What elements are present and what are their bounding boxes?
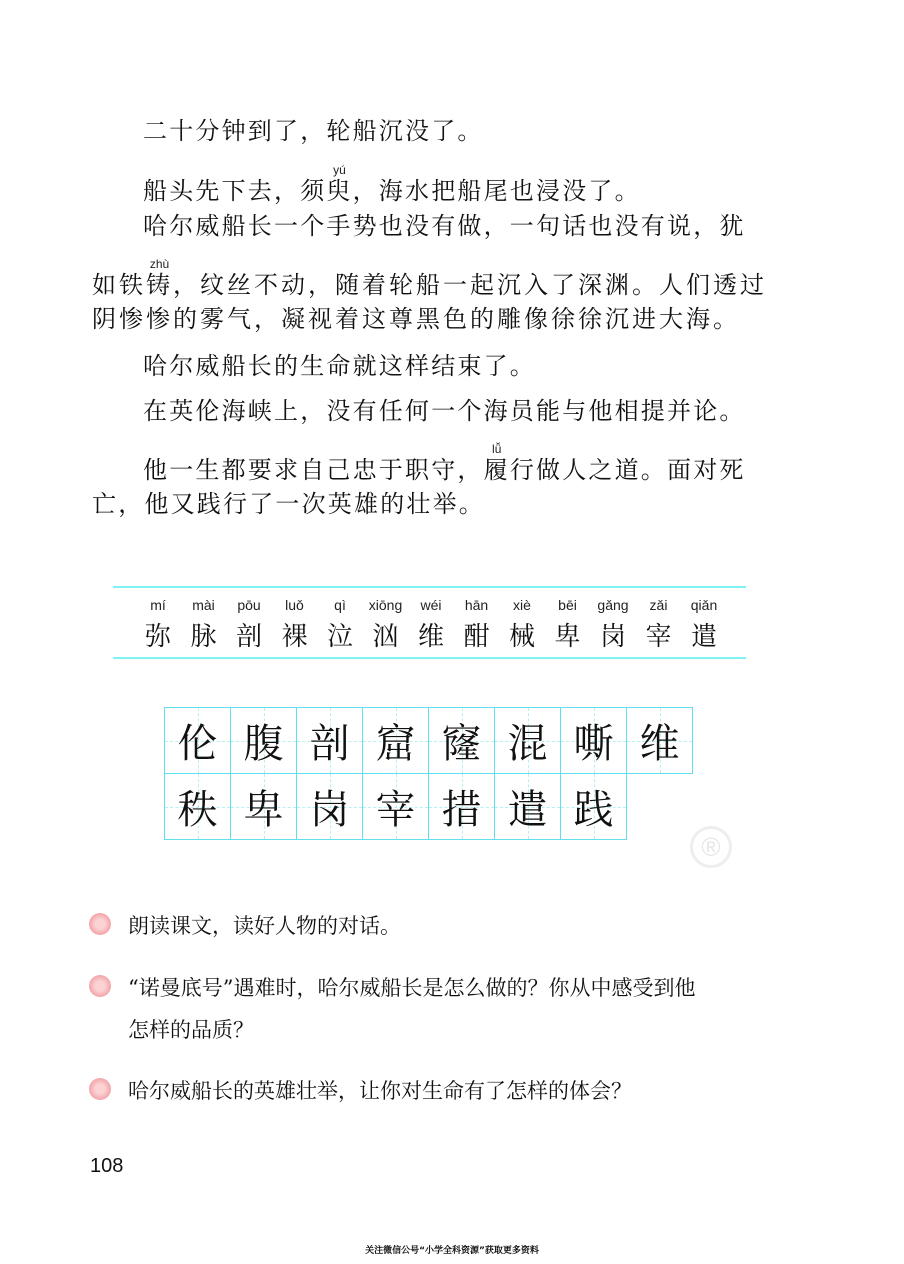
text-segment: ，海水把船尾也浸没了。 (352, 177, 641, 205)
text-line: 在英伦海峡上，没有任何一个海员能与他相提并论。 (143, 397, 746, 425)
annotated-char (326, 163, 353, 205)
write-char: 秩 (177, 787, 218, 833)
pinyin-label: xiōng (368, 597, 403, 613)
grid-cell (428, 707, 495, 774)
annotated-char (146, 257, 173, 299)
write-char: 剖 (309, 721, 350, 767)
recognize-char: 弥 (144, 622, 171, 652)
flower-bullet-icon (89, 913, 111, 935)
flower-bullet-icon (89, 975, 111, 997)
write-char: 窟 (375, 721, 416, 767)
write-char: 窿 (441, 721, 482, 767)
divider-top (113, 586, 746, 588)
grid-cell (230, 707, 297, 774)
text-line: 亡，他又践行了一次英雄的壮举。 (92, 490, 485, 518)
grid-cell (296, 707, 363, 774)
char: 铸 (146, 271, 173, 299)
pinyin-label: xiè (513, 597, 531, 613)
pinyin-label: zǎi (649, 597, 668, 613)
grid-cell (428, 773, 495, 840)
text-line: 二十分钟到了，轮船沉没了。 (143, 117, 484, 145)
write-char: 宰 (375, 787, 416, 833)
text-line (143, 164, 641, 206)
char: 履 (483, 456, 510, 484)
grid-cell (296, 773, 363, 840)
grid-cell (362, 707, 429, 774)
pinyin-label: hān (464, 597, 489, 613)
grid-cell (494, 707, 561, 774)
writing-grid-row-2 (165, 773, 627, 840)
recognize-char: 酣 (463, 622, 490, 652)
write-char: 混 (507, 721, 548, 767)
pinyin-label: qì (334, 597, 346, 613)
recognize-char: 维 (417, 622, 444, 652)
char: 臾 (326, 177, 353, 205)
footer-note: 关注微信公号“小学全科资源”获取更多资料 (365, 1246, 539, 1256)
recognize-char: 剖 (235, 622, 262, 652)
text-line (92, 258, 767, 300)
pinyin-label: bēi (558, 597, 577, 613)
grid-cell (560, 707, 627, 774)
write-char: 岗 (309, 787, 350, 833)
text-line: 哈尔威船长的生命就这样结束了。 (143, 352, 536, 380)
text-line: 哈尔威船长一个手势也没有做，一句话也没有说，犹 (143, 212, 746, 240)
grid-cell (230, 773, 297, 840)
annotated-char (483, 442, 510, 484)
recognize-char: 械 (508, 622, 535, 652)
write-char: 维 (639, 721, 680, 767)
flower-bullet-icon (89, 1078, 111, 1100)
pinyin-label: luǒ (285, 597, 304, 613)
pinyin: lǚ (483, 442, 510, 456)
recognize-char: 岗 (599, 622, 626, 652)
text-segment: 如铁 (92, 271, 146, 299)
question-2: “诺曼底号”遇难时，哈尔威船长是怎么做的？你从中感受到他 (128, 976, 696, 1000)
recognize-char: 宰 (645, 622, 672, 652)
pinyin-label: mí (150, 597, 166, 613)
text-segment: ，纹丝不动，随着轮船一起沉入了深渊。人们透过 (173, 271, 767, 299)
write-char: 践 (573, 787, 614, 833)
pinyin-label: gǎng (597, 597, 629, 613)
pinyin-label: wéi (420, 597, 442, 613)
recognize-char: 泣 (326, 622, 353, 652)
write-char: 卑 (243, 787, 284, 833)
recognize-char: 卑 (554, 622, 581, 652)
write-char: 措 (441, 787, 482, 833)
grid-cell (164, 707, 231, 774)
divider-bottom (113, 657, 746, 659)
recognize-char: 汹 (372, 622, 399, 652)
grid-cell (494, 773, 561, 840)
write-char: 遣 (507, 787, 548, 833)
text-segment: 他一生都要求自己忠于职守， (143, 456, 484, 484)
recognize-char: 裸 (281, 622, 308, 652)
write-char: 腹 (243, 721, 284, 767)
pinyin-label: qiǎn (690, 597, 718, 613)
pinyin: zhù (146, 257, 173, 271)
pinyin-label: pōu (237, 597, 261, 613)
write-char: 伦 (177, 721, 218, 767)
grid-cell (560, 773, 627, 840)
text-line: 阴惨惨的雾气，凝视着这尊黑色的雕像徐徐沉进大海。 (92, 305, 740, 333)
pinyin: yú (326, 163, 353, 177)
watermark-registered-icon: ® (690, 826, 732, 868)
write-char: 嘶 (573, 721, 614, 767)
question-2-cont: 怎样的品质？ (128, 1018, 254, 1042)
writing-grid-row-1 (165, 707, 693, 774)
grid-cell (626, 707, 693, 774)
question-1: 朗读课文，读好人物的对话。 (128, 914, 401, 938)
recognize-char: 脉 (190, 622, 217, 652)
pinyin-label: mài (192, 597, 215, 613)
text-line (143, 443, 746, 485)
grid-cell (164, 773, 231, 840)
text-segment: 船头先下去，须 (143, 177, 327, 205)
text-segment: 行做人之道。面对死 (509, 456, 746, 484)
recognize-char: 遣 (690, 622, 717, 652)
grid-cell (362, 773, 429, 840)
question-3: 哈尔威船长的英雄壮举，让你对生命有了怎样的体会？ (128, 1079, 632, 1103)
page-number: 108 (90, 1155, 124, 1177)
